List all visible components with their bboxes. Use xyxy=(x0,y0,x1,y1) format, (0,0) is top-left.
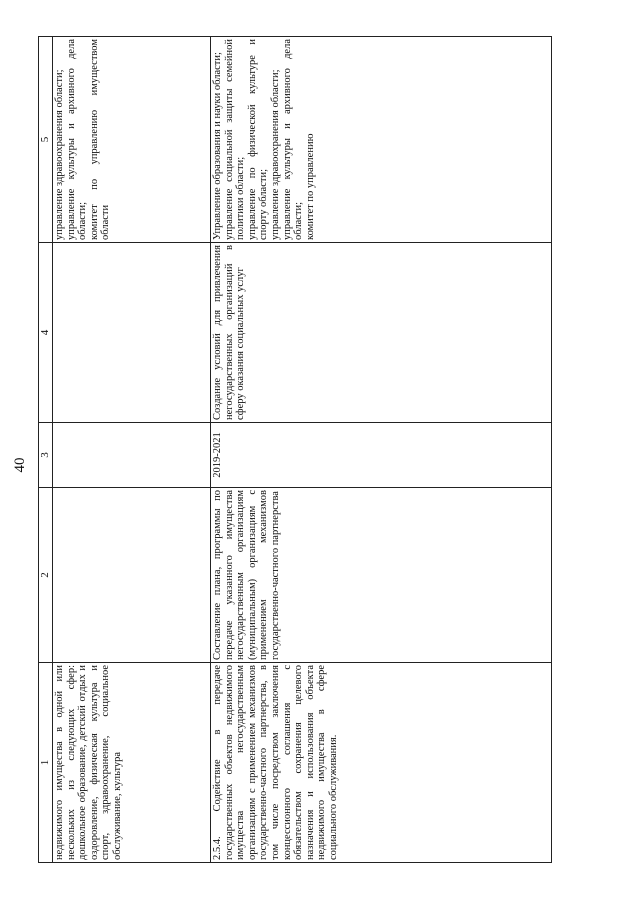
row2-col3: 2019-2021 xyxy=(211,423,552,488)
row2-col4: Создание условий для привлечения негосударственных организаций в сферу оказания социальных услуг xyxy=(211,243,552,423)
row1-col4 xyxy=(53,243,211,423)
responsible-item: управление здравоохранения области; xyxy=(54,69,65,240)
row1-col2 xyxy=(53,488,211,663)
responsible-item: комитет по управлению xyxy=(304,133,316,240)
header-cell-3: 3 xyxy=(39,423,53,488)
header-cell-1: 1 xyxy=(39,663,53,863)
responsible-item: управление культуры и архивного дела области; xyxy=(281,39,305,240)
table-row xyxy=(53,37,211,863)
row2-col5 xyxy=(211,37,552,243)
row1-col5 xyxy=(53,37,211,243)
header-cell-5: 5 xyxy=(39,37,53,243)
row1-col3 xyxy=(53,423,211,488)
row2-col1: 2.5.4. Содействие в передаче государственных объектов недвижимого имущества негосударственным организациям с применением механизмов государственно-частного партнерства, в том числе посредством заключения концессионного соглашения с обязательством сохранения целевого назначения и использования объекта недвижимого имущества в сфере социального обслуживания. xyxy=(211,663,552,863)
document-table xyxy=(38,36,552,863)
row1-col1: недвижимого имущества в одной или нескольких из следующих сфер: дошкольное образование, детский отдых и оздоровление, физическая культура и спорт, здравоохранение, социальное обслуживание, культура xyxy=(53,663,211,863)
responsible-item: управление по физической культуре и спорту области; xyxy=(246,39,270,240)
responsible-item: управление здравоохранения области; xyxy=(269,69,281,240)
table-header-row xyxy=(39,37,53,863)
responsible-item: Управление образования и науки области; xyxy=(212,52,223,240)
responsible-item: комитет по управлению имуществом области xyxy=(88,39,112,240)
responsible-item: управление социальной защиты семейной политики области; xyxy=(223,39,247,240)
page-number: 40 xyxy=(12,457,28,473)
table-row xyxy=(211,37,552,863)
header-cell-4: 4 xyxy=(39,243,53,423)
responsible-item: управление культуры и архивного дела области; xyxy=(65,39,89,240)
row2-col2: Составление плана, программы по передаче указанного имущества негосударственным организациям (муниципальным) организациям с применением механизмов государственно-частного партнерства xyxy=(211,488,552,663)
header-cell-2: 2 xyxy=(39,488,53,663)
